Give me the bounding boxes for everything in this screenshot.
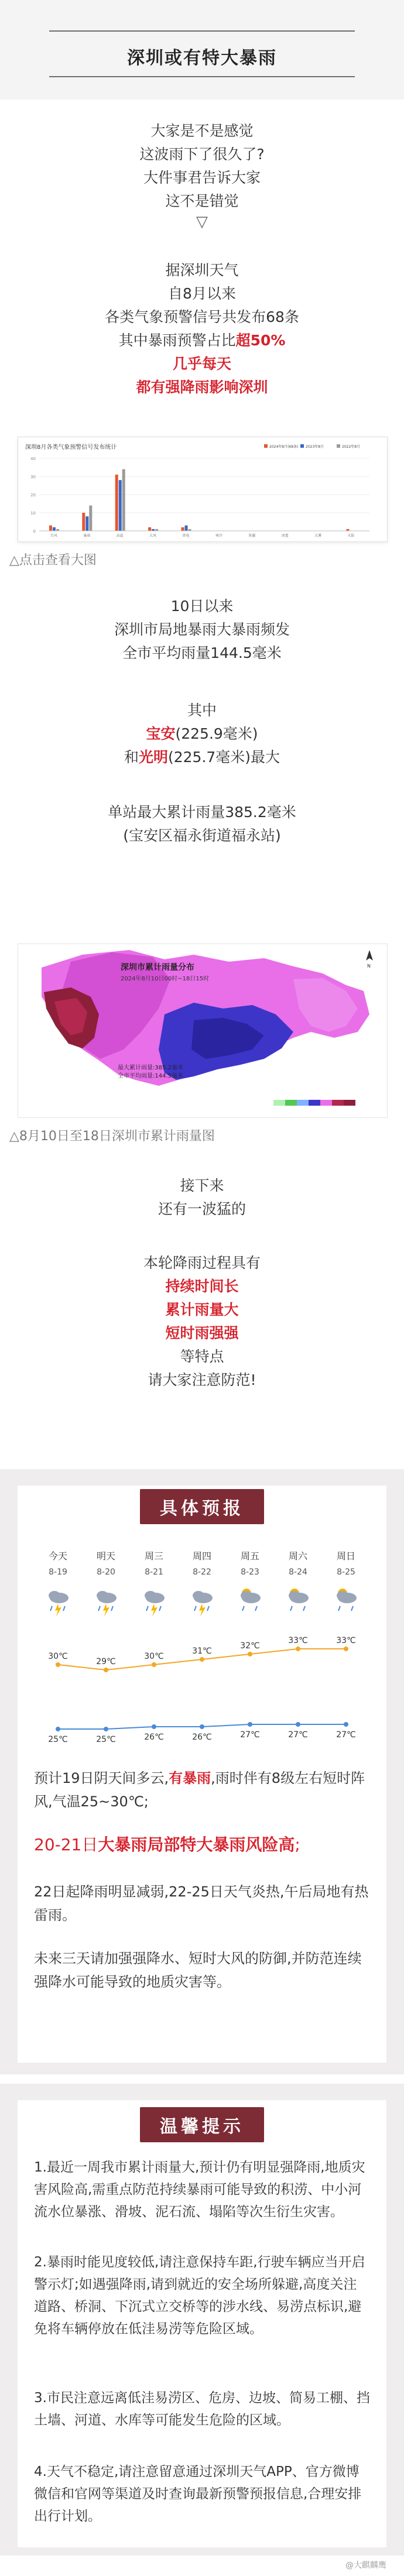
legend-label: 2024年8月(68条)	[269, 445, 299, 449]
y-tick-label: 40	[30, 457, 36, 461]
y-tick-label: 20	[30, 493, 36, 498]
forecast-low-temp: 27℃	[240, 1730, 260, 1740]
thunderstorm-icon	[97, 1591, 117, 1617]
rain-line: 其中	[187, 702, 217, 719]
sun-shower-icon	[337, 1589, 357, 1611]
warning-highlight: 累计雨量大	[165, 1301, 239, 1318]
forecast-low-temp: 25℃	[48, 1735, 68, 1744]
chart-bar	[122, 469, 125, 531]
forecast-high-temp: 33℃	[336, 1636, 356, 1645]
rain-line: 单站最大累计雨量385.2毫米	[108, 804, 296, 821]
low-temp-point	[344, 1722, 348, 1727]
chart-bar	[115, 475, 118, 531]
forecast-highlight: 有暴雨	[169, 1770, 211, 1786]
intro-line: 这不是错觉	[165, 193, 239, 210]
x-tick-label: 暴雨	[83, 534, 91, 538]
map-svg	[18, 944, 387, 1117]
forecast-day-date: 8-24	[289, 1567, 307, 1577]
rain-line: (宝安区福永街道福永站)	[123, 827, 281, 844]
low-temp-point	[200, 1724, 204, 1729]
forecast-day-date: 8-23	[241, 1567, 259, 1577]
rain-line: 10日以来	[170, 598, 234, 615]
forecast-svg	[34, 1544, 370, 1754]
forecast-high-temp: 30℃	[48, 1652, 68, 1661]
forecast-day-date: 8-20	[97, 1567, 115, 1577]
low-temp-point	[296, 1722, 300, 1727]
x-tick-label: 灰霾	[248, 534, 256, 538]
warning-highlight: 持续时间长	[165, 1278, 239, 1295]
intro-line: 大家是不是感觉	[150, 122, 254, 139]
stats-highlight: 超50%	[235, 332, 286, 349]
warning-highlight: 短时雨强强	[165, 1325, 239, 1342]
forecast-title: 具体预报	[140, 1489, 264, 1524]
forecast-day-date: 8-22	[193, 1567, 211, 1577]
x-tick-label: 寒冷	[215, 534, 222, 538]
tip-item: 1.最近一周我市累计雨量大,预计仍有明显强降雨,地质灾害风险高,需重点防范持续暴雨可能导致的积涝、中小河流水位暴涨、滑坡、泥石流、塌陷等次生衍生灾害。	[34, 2160, 365, 2220]
stats-highlight: 几乎每天	[172, 355, 231, 372]
stats-line: 据深圳天气	[165, 262, 239, 279]
chart-bar	[82, 513, 85, 531]
forecast-day-date: 8-21	[145, 1567, 163, 1577]
forecast-text-4: 未来三天请加强强降水、短时大风的防御,并防范连续强降水可能导致的地质灾害等。	[34, 1950, 362, 1990]
forecast-day-name: 周日	[336, 1551, 356, 1562]
x-tick-label: 高温	[116, 534, 124, 538]
forecast-text-3: 22日起降雨明显减弱,22-25日天气炎热,午后局地有热雷雨。	[34, 1884, 369, 1923]
forecast-day-date: 8-25	[337, 1567, 355, 1577]
forecast-high-temp: 29℃	[96, 1657, 116, 1666]
district-baoan: 宝安	[146, 725, 176, 742]
intro-line: 大件事君告诉大家	[143, 169, 261, 186]
forecast-day-name: 明天	[96, 1551, 116, 1562]
tip-item: 3.市民注意远离低洼易涝区、危房、边坡、简易工棚、挡土墙、河道、水库等可能发生危险的区域。	[34, 2390, 370, 2428]
legend-swatch	[337, 444, 340, 448]
low-temp-point	[152, 1724, 156, 1729]
chart-caption: △点击查看大图	[9, 553, 97, 568]
warning-block-2	[0, 1251, 404, 1392]
forecast-low-temp: 27℃	[336, 1730, 356, 1740]
chart-bar	[53, 527, 56, 531]
legend-label: 2023年8月	[306, 445, 324, 449]
rain-block-2	[0, 699, 404, 769]
chart-bar	[148, 527, 151, 531]
high-temp-point	[104, 1668, 108, 1672]
thunderstorm-icon	[145, 1591, 165, 1617]
forecast-header	[0, 1489, 404, 1524]
x-tick-label: 台风	[50, 534, 57, 538]
chart-bar	[49, 526, 52, 531]
stats-block	[0, 259, 404, 399]
intro-block	[0, 119, 404, 231]
map-caption: △8月10日至18日深圳市累计雨量图	[9, 1129, 215, 1144]
chart-bar	[182, 527, 184, 531]
title-band	[0, 0, 404, 100]
legend-label: 2022年8月	[342, 445, 361, 449]
forecast-low-temp: 26℃	[192, 1733, 212, 1742]
forecast-low-temp: 26℃	[144, 1733, 164, 1742]
map-legend	[273, 1100, 355, 1106]
forecast-high-temp: 31℃	[192, 1647, 212, 1656]
stats-line: 自8月以来	[168, 285, 236, 302]
warning-line: 还有一波猛的	[158, 1200, 246, 1217]
forecast-text: 预计19日阴天间多云,	[34, 1770, 169, 1786]
rain-block-3	[0, 801, 404, 848]
svg-text:N: N	[367, 963, 371, 969]
forecast-low-temp: 27℃	[288, 1730, 308, 1740]
thunderstorm-icon	[193, 1591, 213, 1617]
x-tick-label: 大风	[149, 534, 157, 538]
warning-line: 请大家注意防范!	[148, 1371, 256, 1388]
high-temp-point	[344, 1647, 348, 1651]
warning-line: 接下来	[180, 1177, 224, 1194]
forecast-text-1	[34, 1767, 370, 1813]
stats-highlight: 都有强降雨影响深圳	[136, 379, 268, 396]
low-temp-point	[56, 1727, 60, 1731]
footer-watermark: @大麒麟鹰	[345, 2561, 386, 2570]
forecast-day-name: 周六	[288, 1551, 308, 1562]
forecast-high-temp: 30℃	[144, 1652, 164, 1661]
high-temp-point	[56, 1662, 60, 1667]
forecast-day-date: 8-19	[49, 1567, 67, 1577]
sun-shower-icon	[289, 1589, 309, 1611]
forecast-text: ,雨时伴有8级左右短时阵风,气温25~30℃;	[34, 1770, 365, 1810]
rain-value: (225.9毫米)	[175, 725, 258, 742]
stats-line	[0, 329, 404, 352]
legend-swatch	[300, 444, 304, 448]
forecast-high-temp: 32℃	[240, 1641, 260, 1651]
map-subtitle: 2024年8月10日00时~18日15时	[121, 976, 210, 982]
y-tick-label: 30	[30, 475, 36, 479]
x-tick-label: 雷电	[182, 534, 190, 538]
forecast-day-name: 周四	[192, 1551, 212, 1562]
rain-value: (225.7毫米)最大	[167, 749, 280, 766]
chart-bar	[85, 516, 88, 531]
warning-line: 等特点	[180, 1348, 224, 1365]
tip-item: 4.天气不稳定,请注意留意通过深圳天气APP、官方微博微信和官网等渠道及时查询最新预警预报信息,合理安排出行计划。	[34, 2464, 362, 2524]
stats-text: 其中暴雨预警占比	[118, 332, 236, 349]
tips-header	[0, 2107, 404, 2142]
rain-line	[0, 746, 404, 769]
high-temp-point	[296, 1647, 300, 1651]
forecast-day-name: 周五	[240, 1551, 260, 1562]
forecast-text-2	[34, 1833, 370, 1857]
page-title: 深圳或有特大暴雨	[127, 48, 277, 68]
map-title: 深圳市累计雨量分布	[121, 963, 194, 972]
title-divider-bottom	[49, 76, 355, 77]
district-guangming: 光明	[138, 749, 168, 766]
tip-item: 2.暴雨时能见度较低,请注意保持车距,行驶车辆应当开启警示灯;如遇强降雨,请到就近的安全场所躲避,高度关注道路、桥洞、下沉式立交桥等的涉水线、易涝点标识,避免将车辆停放在低洼易涝等危险区域。	[34, 2255, 365, 2337]
forecast-highlight: 20-21日	[34, 1835, 98, 1854]
map-max-rain: 最大累计雨量:385.2毫米	[118, 1065, 183, 1071]
chart-svg	[18, 437, 387, 541]
high-temp-point	[248, 1652, 252, 1656]
y-tick-label: 10	[30, 511, 36, 516]
rainfall-map[interactable]	[18, 944, 388, 1118]
forecast-highlight: 大暴雨局部特大暴雨风险高	[98, 1835, 295, 1854]
low-temp-point	[248, 1722, 252, 1727]
chevron-down-icon: ▽	[196, 213, 208, 231]
high-temp-point	[200, 1657, 204, 1662]
chart-title: 深圳8月各类气象预警信号发布统计	[25, 444, 117, 451]
chart-bar	[89, 506, 92, 531]
high-temp-point	[152, 1662, 156, 1667]
low-temp-point	[104, 1727, 108, 1731]
x-tick-label: 大雾	[314, 534, 322, 538]
forecast-high-temp: 33℃	[288, 1636, 308, 1645]
x-tick-label: 火险	[347, 534, 355, 538]
sun-shower-icon	[241, 1589, 261, 1611]
rain-line: 深圳市局地暴雨大暴雨频发	[114, 621, 290, 638]
forecast-widget	[34, 1544, 370, 1754]
forecast-day-name: 今天	[48, 1551, 68, 1562]
rain-line	[0, 722, 404, 746]
x-tick-label: 冰雹	[281, 534, 289, 538]
rain-block	[0, 595, 404, 665]
rain-text: 和	[124, 749, 139, 766]
title-divider-top	[49, 30, 355, 32]
forecast-low-temp: 25℃	[96, 1735, 116, 1744]
chart-bar	[185, 526, 188, 531]
warning-block	[0, 1174, 404, 1221]
stats-line: 各类气象预警信号共发布68条	[105, 308, 299, 325]
thunderstorm-icon	[49, 1591, 69, 1617]
forecast-text: ;	[295, 1835, 300, 1854]
forecast-day-name: 周三	[144, 1551, 164, 1562]
y-tick-label: 0	[33, 529, 36, 534]
intro-line: 这波雨下了很久了?	[139, 146, 265, 163]
legend-swatch	[264, 444, 268, 448]
rain-line: 全市平均雨量144.5毫米	[122, 644, 282, 661]
warning-line: 本轮降雨过程具有	[143, 1254, 261, 1271]
map-avg-rain: 全市平均雨量:144.5毫米	[118, 1073, 183, 1079]
warning-stats-chart[interactable]	[18, 437, 388, 542]
tips-title: 温馨提示	[140, 2107, 264, 2142]
chart-bar	[119, 480, 122, 531]
